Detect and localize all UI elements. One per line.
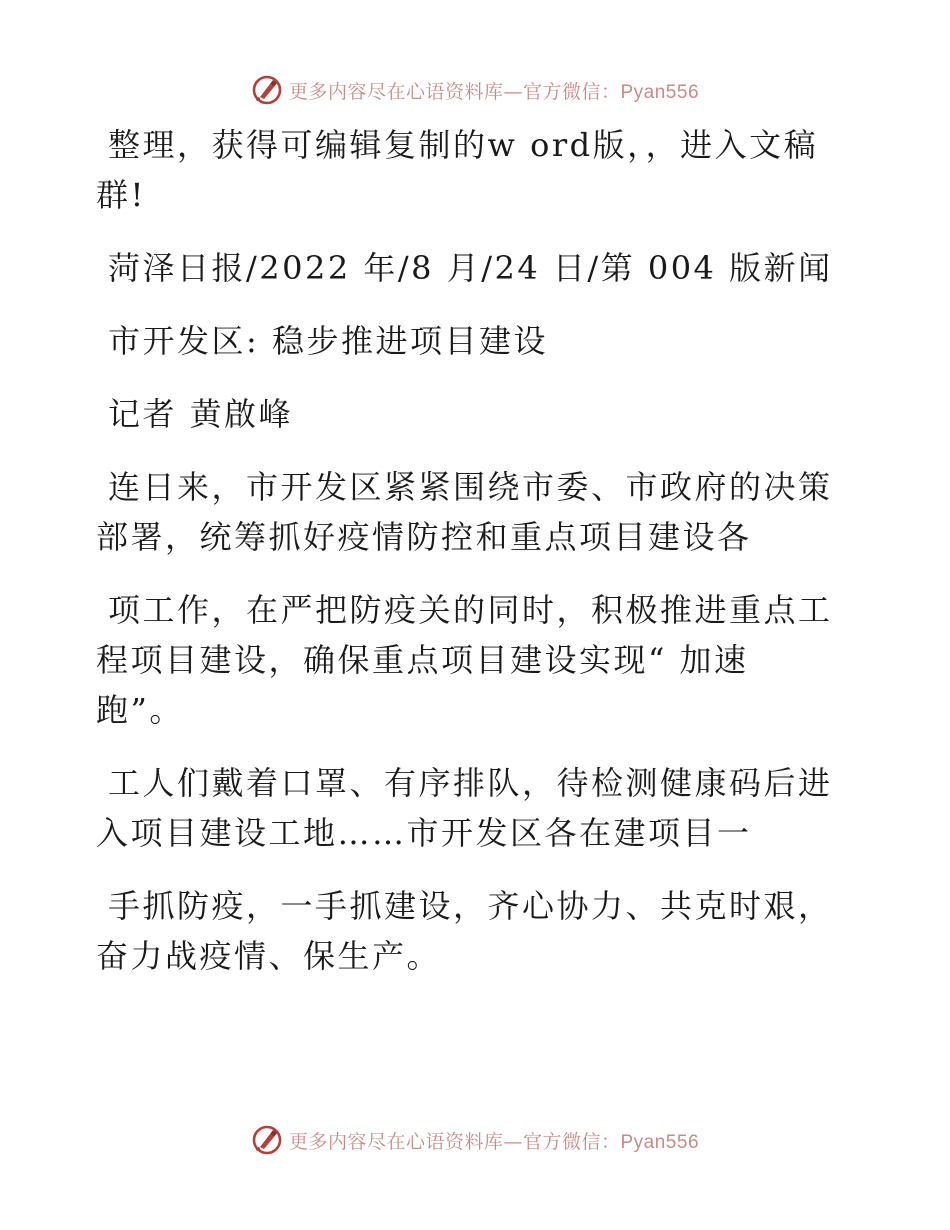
text-line: 连日来，市开发区紧紧围绕市委、市政府的决策 xyxy=(108,468,833,506)
paragraph-body-3 xyxy=(96,758,836,858)
document-body xyxy=(96,120,836,981)
paragraph-body-4 xyxy=(96,881,836,981)
paragraph-body-2 xyxy=(96,585,836,735)
watermark-wechat-id: Pyan556 xyxy=(620,81,700,103)
text-line: 程项目建设，确保重点项目建设实现“ 加速 xyxy=(96,641,749,679)
text-line: 记者 黄啟峰 xyxy=(108,395,294,433)
text-line: 整理，获得可编辑复制的w ord版，，进入文稿 xyxy=(108,126,819,164)
footer-watermark xyxy=(0,1120,950,1160)
text-line: 工人们戴着口罩、有序排队，待检测健康码后进 xyxy=(108,764,833,802)
paragraph-body-1 xyxy=(96,462,836,562)
text-line: 手抓防疫，一手抓建设，齐心协力、共克时艰， xyxy=(108,887,833,925)
article-title xyxy=(96,316,836,366)
watermark-label: 更多内容尽在心语资料库—官方微信： xyxy=(288,80,621,103)
pen-nib-logo-icon xyxy=(251,1124,283,1156)
watermark-wechat-id: Pyan556 xyxy=(620,1131,700,1153)
watermark-text xyxy=(289,77,699,104)
paragraph-source xyxy=(96,243,836,293)
text-line: 跑”。 xyxy=(96,691,184,729)
text-line: 项工作，在严把防疫关的同时，积极推进重点工 xyxy=(108,591,833,629)
text-line: 部署，统筹抓好疫情防控和重点项目建设各 xyxy=(96,518,752,556)
text-line: 奋力战疫情、保生产。 xyxy=(96,937,442,975)
header-watermark xyxy=(0,70,950,110)
pen-nib-logo-icon xyxy=(251,74,283,106)
text-line: 群! xyxy=(96,176,146,214)
text-line: 菏泽日报/2022 年/8 月/24 日/第 004 版新闻 xyxy=(108,249,833,287)
watermark-text xyxy=(289,1127,699,1154)
paragraph-intro xyxy=(96,120,836,220)
watermark-label: 更多内容尽在心语资料库—官方微信： xyxy=(288,1130,621,1153)
article-byline xyxy=(96,389,836,439)
text-line: 入项目建设工地……市开发区各在建项目一 xyxy=(96,814,752,852)
text-line: 市开发区: 稳步推进项目建设 xyxy=(108,322,548,360)
